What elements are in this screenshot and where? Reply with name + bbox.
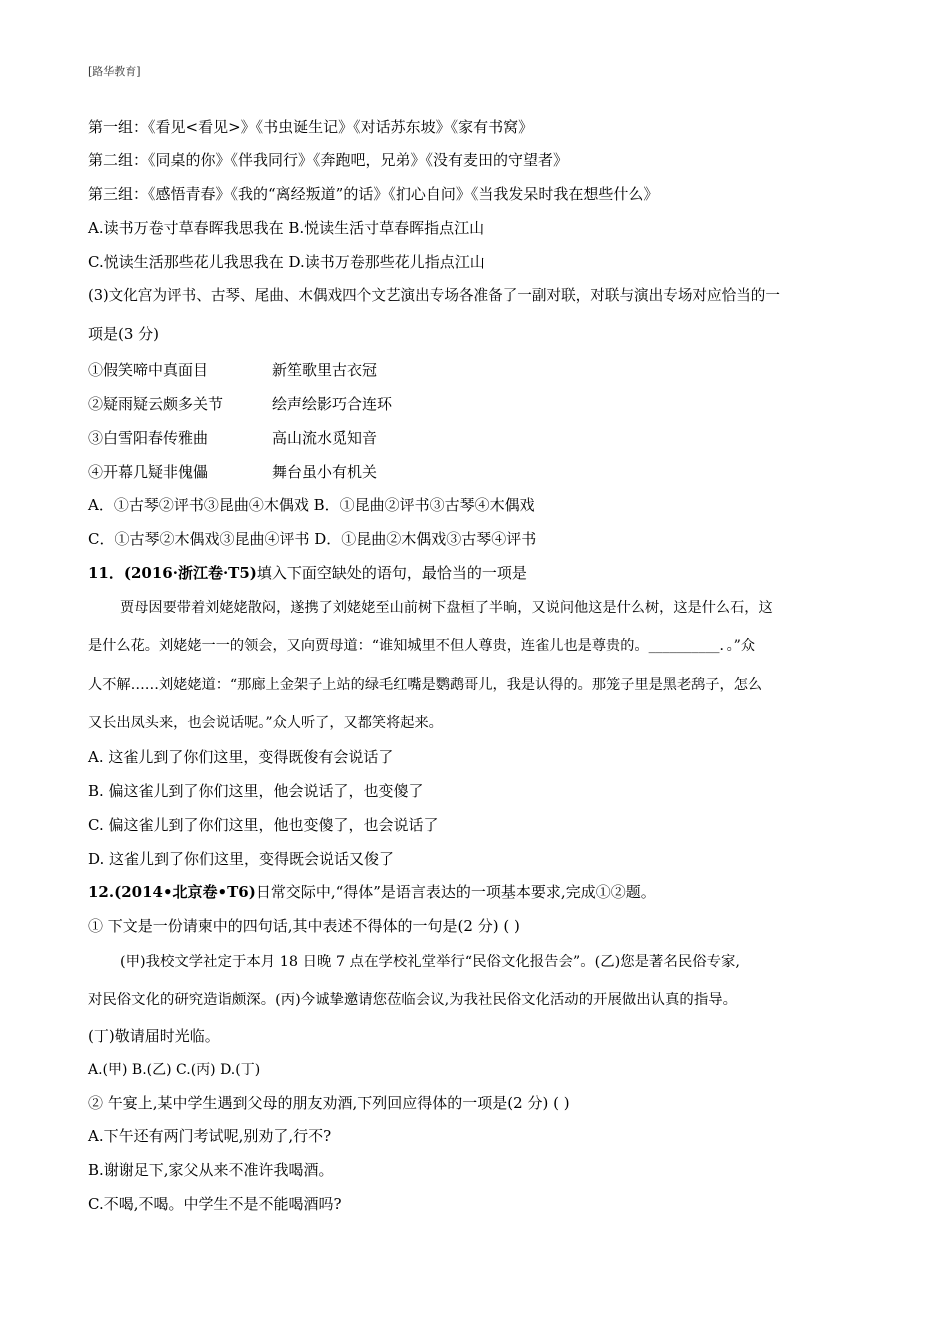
- q3-options-ab: A．①古琴②评书③昆曲④木偶戏 B．①昆曲②评书③古琴④木偶戏: [88, 496, 535, 514]
- q3-stem-line2: 项是(3 分): [88, 325, 160, 343]
- couplet-right: 高山流水觅知音: [272, 429, 378, 447]
- couplet-right: 绘声绘影巧合连环: [272, 395, 393, 413]
- q11-passage-line2: 是什么花。刘姥姥一一的领会，又向贾母道：“谁知城里不但人尊贵，连雀儿也是尊贵的。__________．。”众: [88, 638, 756, 654]
- couplet-right: 新笙歌里古衣冠: [272, 361, 378, 379]
- q3-options-cd: C．①古琴②木偶戏③昆曲④评书 D．①昆曲②木偶戏③古琴④评书: [88, 530, 537, 548]
- option-ab: A.读书万卷寸草春晖我思我在 B.悦读生活寸草春晖指点江山: [88, 219, 485, 237]
- couplet-row: [88, 462, 378, 482]
- couplet-left: ①假笑啼中真面目: [88, 361, 209, 379]
- q11-passage-line3: 人不解……刘姥姥道：“那廊上金架子上站的绿毛红嘴是鹦鹉哥儿，我是认得的。那笼子里是黑老鸹子，怎么: [88, 677, 763, 693]
- q11-prompt: 填入下面空缺处的语句，最恰当的一项是: [256, 564, 527, 582]
- q12-invite-line2: 对民俗文化的研究造诣颇深。(丙)今诚挚邀请您莅临会议,为我社民俗文化活动的开展做出认真的指导。: [88, 992, 737, 1008]
- q12-title: [88, 882, 656, 902]
- couplet-row: [88, 394, 393, 414]
- q12-sub2-option-a: A.下午还有两门考试呢,别劝了,行不?: [88, 1127, 332, 1145]
- q12-label: 12.(2014•北京卷•T6): [88, 883, 256, 901]
- q12-sub1-options: A.(甲) B.(乙) C.(丙) D.(丁): [88, 1062, 261, 1078]
- q11-passage-line1: 贾母因要带着刘姥姥散闷，遂携了刘姥姥至山前树下盘桓了半晌，又说问他这是什么树，这是什么石，这: [120, 600, 773, 616]
- couplet-row: [88, 428, 378, 448]
- q11-passage-line4: 又长出凤头来，也会说话呢。”众人听了，又都笑将起来。: [88, 715, 443, 731]
- group-1-line: 第一组：《看见<看见>》《书虫诞生记》《对话苏东坡》《家有书窝》: [88, 118, 534, 136]
- q12-invite-line1: (甲)我校文学社定于本月 18 日晚 7 点在学校礼堂举行“民俗文化报告会”。(乙)您是著名民俗专家,: [120, 954, 740, 970]
- q12-sub2-option-b: B.谢谢足下,家父从来不准许我喝酒。: [88, 1161, 334, 1179]
- q11-label: 11．(2016·浙江卷·T5): [88, 564, 257, 582]
- q12-invite-line3: (丁)敬请届时光临。: [88, 1027, 220, 1045]
- couplet-row: [88, 360, 378, 380]
- q12-sub2-option-c: C.不喝,不喝。中学生不是不能喝酒吗?: [88, 1195, 342, 1213]
- couplet-right: 舞台虽小有机关: [272, 463, 378, 481]
- group-3-line: 第三组：《感悟青春》《我的“离经叛道”的话》《扪心自问》《当我发呆时我在想些什么》: [88, 185, 659, 203]
- q11-option-b: B. 偏这雀儿到了你们这里，他会说话了，也变傻了: [88, 782, 424, 800]
- q11-option-a: A. 这雀儿到了你们这里，变得既俊有会说话了: [88, 748, 394, 766]
- q3-stem-line1: (3)文化宫为评书、古琴、尾曲、木偶戏四个文艺演出专场各准备了一副对联，对联与演出专场对应恰当的一: [88, 287, 780, 304]
- q11-option-d: D. 这雀儿到了你们这里，变得既会说话又俊了: [88, 850, 395, 868]
- option-cd: C.悦读生活那些花儿我思我在 D.读书万卷那些花儿指点江山: [88, 253, 485, 271]
- couplet-left: ②疑雨疑云颇多关节: [88, 395, 224, 413]
- q11-title: [88, 563, 527, 583]
- couplet-left: ③白雪阳春传雅曲: [88, 429, 209, 447]
- q12-sub2: ② 午宴上,某中学生遇到父母的朋友劝酒,下列回应得体的一项是(2 分) ( ): [88, 1094, 570, 1112]
- q11-option-c: C. 偏这雀儿到了你们这里，他也变傻了，也会说话了: [88, 816, 439, 834]
- q12-prompt: 日常交际中,“得体”是语言表达的一项基本要求,完成①②题。: [255, 883, 656, 901]
- group-2-line: 第二组：《同桌的你》《伴我同行》《奔跑吧，兄弟》《没有麦田的守望者》: [88, 151, 569, 169]
- page-header: [路华教育]: [88, 65, 141, 78]
- q12-sub1: ① 下文是一份请柬中的四句话,其中表述不得体的一句是(2 分) ( ): [88, 917, 520, 935]
- couplet-left: ④开幕几疑非傀儡: [88, 463, 209, 481]
